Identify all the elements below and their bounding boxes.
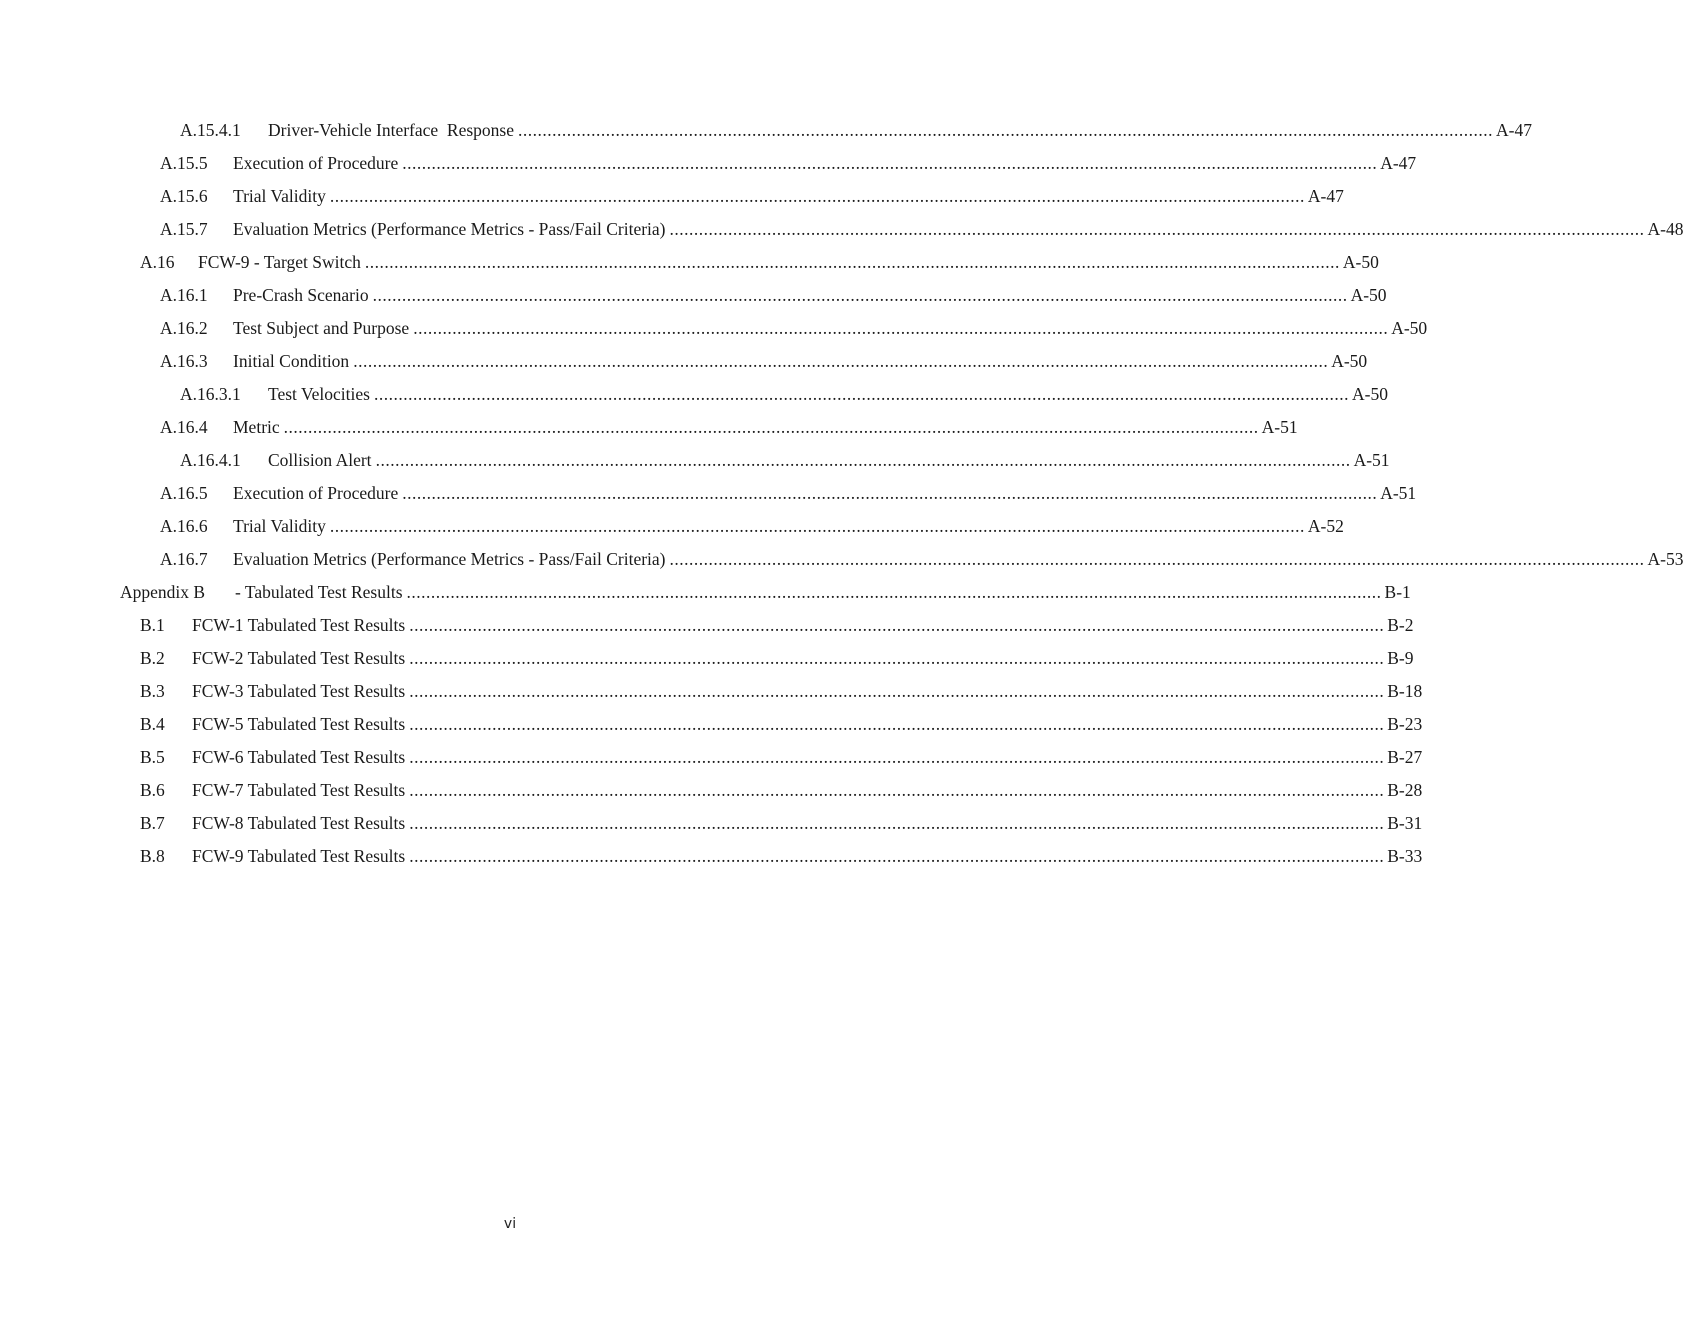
toc-entry[interactable] — [0, 807, 1423, 840]
toc-leader-dots: ........................................................................................................................................................................................................ — [413, 318, 1389, 338]
toc-entry[interactable] — [0, 477, 1417, 510]
toc-entry[interactable] — [0, 741, 1423, 774]
toc-entry-number: B.1 — [140, 615, 165, 635]
toc-entry-title: Pre-Crash Scenario — [233, 285, 369, 305]
toc-leader-dots: ........................................................................................................................................................................................................ — [409, 714, 1385, 734]
toc-entry-title: FCW-6 Tabulated Test Results — [192, 747, 406, 767]
toc-entry-page: B-18 — [1387, 681, 1423, 701]
toc-entry-title: FCW-8 Tabulated Test Results — [192, 813, 406, 833]
toc-entry-page: A-51 — [1380, 483, 1417, 503]
toc-leader-dots: ........................................................................................................................................................................................................ — [409, 747, 1385, 767]
toc-entry-title: FCW-7 Tabulated Test Results — [192, 780, 406, 800]
page-number: vi — [503, 1216, 517, 1232]
toc-entry[interactable] — [0, 312, 1428, 345]
toc-entry[interactable] — [0, 708, 1423, 741]
toc-entry-number: A.16.1 — [160, 285, 208, 305]
toc-entry-number: A.15.7 — [160, 219, 208, 239]
toc-entry-page: B-9 — [1387, 648, 1414, 668]
toc-entry-page: B-2 — [1387, 615, 1414, 635]
toc-leader-dots: ........................................................................................................................................................................................................ — [669, 549, 1645, 569]
toc-entry-number: A.16.5 — [160, 483, 208, 503]
toc-entry-number: B.8 — [140, 846, 165, 866]
toc-entry[interactable] — [0, 609, 1414, 642]
toc-entry[interactable] — [0, 642, 1414, 675]
toc-entry-page: B-31 — [1387, 813, 1423, 833]
toc-leader-dots: ........................................................................................................................................................................................................ — [329, 516, 1305, 536]
toc-entry-title: Evaluation Metrics (Performance Metrics - Pass/Fail Criteria) — [233, 549, 666, 569]
toc-leader-dots: ........................................................................................................................................................................................................ — [283, 417, 1259, 437]
toc-entry-page: A-50 — [1350, 285, 1387, 305]
toc-entry-title: FCW-1 Tabulated Test Results — [192, 615, 406, 635]
toc-entry-title: FCW-3 Tabulated Test Results — [192, 681, 406, 701]
toc-entry-title: FCW-9 - Target Switch — [198, 252, 361, 272]
toc-entry-title: Trial Validity — [233, 186, 326, 206]
toc-entry[interactable] — [0, 345, 1368, 378]
table-of-contents — [0, 114, 1683, 873]
toc-entry-number: A.15.6 — [160, 186, 208, 206]
toc-entry[interactable] — [0, 576, 1411, 609]
toc-leader-dots: ........................................................................................................................................................................................................ — [353, 351, 1329, 371]
toc-entry-title: Driver-Vehicle Interface Response — [268, 120, 514, 140]
toc-entry[interactable] — [0, 774, 1423, 807]
toc-leader-dots: ........................................................................................................................................................................................................ — [409, 846, 1385, 866]
toc-entry-number: A.16.6 — [160, 516, 208, 536]
toc-leader-dots: ........................................................................................................................................................................................................ — [518, 120, 1493, 140]
toc-entry-title: Test Velocities — [268, 384, 370, 404]
toc-leader-dots: ........................................................................................................................................................................................................ — [372, 285, 1348, 305]
toc-leader-dots: ........................................................................................................................................................................................................ — [329, 186, 1305, 206]
toc-entry[interactable] — [0, 180, 1344, 213]
toc-entry-page: A-47 — [1496, 120, 1532, 140]
toc-leader-dots: ........................................................................................................................................................................................................ — [406, 582, 1382, 602]
toc-entry-page: A-51 — [1261, 417, 1298, 437]
toc-leader-dots: ........................................................................................................................................................................................................ — [364, 252, 1340, 272]
toc-entry-number: B.6 — [140, 780, 165, 800]
toc-entry-number: A.16.3 — [160, 351, 208, 371]
toc-entry-title: - Tabulated Test Results — [235, 582, 403, 602]
toc-entry-number: A.16.4.1 — [180, 450, 241, 470]
toc-entry-number: B.3 — [140, 681, 165, 701]
toc-entry-title: Execution of Procedure — [233, 153, 399, 173]
toc-leader-dots: ........................................................................................................................................................................................................ — [402, 153, 1378, 173]
toc-entry-number: A.16 — [140, 252, 175, 272]
toc-entry-page: A-48 — [1647, 219, 1683, 239]
toc-entry[interactable] — [0, 246, 1379, 279]
toc-entry-title: Execution of Procedure — [233, 483, 399, 503]
toc-entry-page: A-50 — [1391, 318, 1428, 338]
toc-entry-number: B.5 — [140, 747, 165, 767]
toc-entry-title: Initial Condition — [233, 351, 350, 371]
toc-entry[interactable] — [0, 675, 1423, 708]
toc-entry-title: Evaluation Metrics (Performance Metrics - Pass/Fail Criteria) — [233, 219, 666, 239]
toc-entry-page: B-1 — [1384, 582, 1411, 602]
toc-entry-number: A.15.5 — [160, 153, 208, 173]
toc-entry[interactable] — [0, 543, 1683, 576]
toc-entry-page: A-51 — [1353, 450, 1390, 470]
toc-entry-title: Collision Alert — [268, 450, 372, 470]
toc-leader-dots: ........................................................................................................................................................................................................ — [409, 681, 1385, 701]
toc-entry[interactable] — [0, 147, 1417, 180]
toc-entry-number: A.16.3.1 — [180, 384, 241, 404]
toc-leader-dots: ........................................................................................................................................................................................................ — [409, 780, 1385, 800]
toc-entry-number: A.15.4.1 — [180, 120, 241, 140]
toc-entry-number: A.16.7 — [160, 549, 208, 569]
toc-entry-number: Appendix B — [120, 582, 206, 602]
toc-entry-page: A-47 — [1380, 153, 1417, 173]
toc-entry-title: Metric — [233, 417, 280, 437]
toc-entry-number: A.16.4 — [160, 417, 208, 437]
toc-entry-page: A-50 — [1351, 384, 1388, 404]
toc-entry-number: B.4 — [140, 714, 165, 734]
toc-entry-title: Trial Validity — [233, 516, 326, 536]
toc-entry[interactable] — [0, 279, 1387, 312]
toc-entry[interactable] — [0, 411, 1298, 444]
toc-entry-title: FCW-2 Tabulated Test Results — [192, 648, 406, 668]
toc-entry[interactable] — [0, 378, 1388, 411]
toc-leader-dots: ........................................................................................................................................................................................................ — [669, 219, 1645, 239]
toc-entry-title: FCW-5 Tabulated Test Results — [192, 714, 406, 734]
toc-leader-dots: ........................................................................................................................................................................................................ — [402, 483, 1378, 503]
toc-leader-dots: ........................................................................................................................................................................................................ — [409, 813, 1385, 833]
toc-entry[interactable] — [0, 444, 1390, 477]
toc-entry[interactable] — [0, 114, 1532, 147]
toc-entry-number: A.16.2 — [160, 318, 208, 338]
toc-entry-page: A-50 — [1342, 252, 1379, 272]
toc-leader-dots: ........................................................................................................................................................................................................ — [409, 648, 1385, 668]
toc-entry-page: B-28 — [1387, 780, 1423, 800]
toc-entry-page: A-52 — [1307, 516, 1344, 536]
toc-entry-page: A-53 — [1647, 549, 1683, 569]
toc-entry-page: A-50 — [1331, 351, 1368, 371]
toc-entry-page: B-33 — [1387, 846, 1423, 866]
toc-leader-dots: ........................................................................................................................................................................................................ — [409, 615, 1385, 635]
toc-entry-title: FCW-9 Tabulated Test Results — [192, 846, 406, 866]
toc-entry-number: B.7 — [140, 813, 165, 833]
toc-leader-dots: ........................................................................................................................................................................................................ — [375, 450, 1351, 470]
toc-entry-page: B-27 — [1387, 747, 1423, 767]
toc-entry-title: Test Subject and Purpose — [233, 318, 410, 338]
toc-leader-dots: ........................................................................................................................................................................................................ — [373, 384, 1349, 404]
toc-entry-number: B.2 — [140, 648, 165, 668]
toc-entry[interactable] — [0, 840, 1423, 873]
toc-entry-page: A-47 — [1307, 186, 1344, 206]
toc-entry[interactable] — [0, 213, 1683, 246]
toc-entry[interactable] — [0, 510, 1344, 543]
toc-entry-page: B-23 — [1387, 714, 1423, 734]
